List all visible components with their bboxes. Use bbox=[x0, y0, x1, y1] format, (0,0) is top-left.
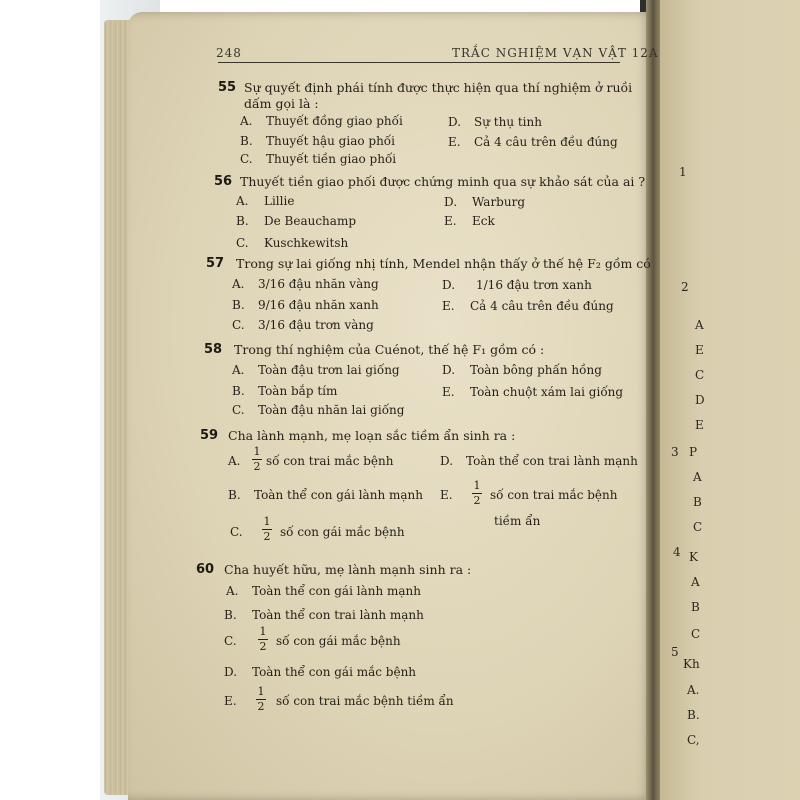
option-text: số con gái mắc bệnh bbox=[276, 634, 401, 648]
option-letter: B. bbox=[228, 488, 241, 502]
running-header: TRẮC NGHIỆM VẠN VẬT 12A bbox=[452, 46, 659, 60]
book-gutter bbox=[646, 0, 660, 800]
option-text: Cả 4 câu trên đều đúng bbox=[470, 299, 614, 313]
fraction-numerator: 1 bbox=[259, 625, 267, 638]
right-page-fragment: D bbox=[695, 393, 705, 407]
fraction-one-half bbox=[258, 626, 268, 653]
fraction-denominator: 2 bbox=[473, 494, 481, 507]
fraction-numerator: 1 bbox=[253, 445, 261, 458]
option-letter: E. bbox=[224, 694, 237, 708]
option-letter: B. bbox=[232, 298, 245, 312]
option-text: 1/16 đậu trơn xanh bbox=[476, 278, 592, 292]
option-text: Toàn thể con trai lành mạnh bbox=[252, 608, 424, 622]
option-text: Thuyết đồng giao phối bbox=[266, 114, 403, 128]
option-letter: A. bbox=[226, 584, 239, 598]
question-text: Trong sự lai giống nhị tính, Mendel nhận thấy ở thế hệ F₂ gồm có bbox=[236, 256, 651, 271]
fraction-one-half bbox=[472, 480, 482, 507]
fraction-numerator: 1 bbox=[263, 515, 271, 528]
option-text: Warburg bbox=[472, 195, 526, 209]
option-letter: D. bbox=[224, 665, 238, 679]
option-letter: D. bbox=[442, 278, 456, 292]
question-text: Cha lành mạnh, mẹ loạn sắc tiềm ẩn sinh ra : bbox=[228, 428, 516, 443]
fraction-denominator: 2 bbox=[263, 530, 271, 543]
option-letter: A. bbox=[232, 363, 245, 377]
right-page-fragment: 4 bbox=[673, 545, 681, 559]
right-page-fragment: 3 bbox=[671, 445, 679, 459]
page-number: 248 bbox=[216, 46, 242, 60]
option-text: số con trai mắc bệnh bbox=[266, 454, 394, 468]
option-text: Toàn bông phấn hồng bbox=[470, 363, 602, 377]
option-letter: D. bbox=[442, 363, 456, 377]
right-page-fragment: P bbox=[689, 445, 698, 459]
option-text: Lillie bbox=[264, 194, 295, 208]
option-text: Toàn chuột xám lai giống bbox=[470, 385, 624, 399]
option-text: số con trai mắc bệnh bbox=[490, 488, 618, 502]
option-text: Thuyết tiền giao phối bbox=[266, 152, 397, 166]
right-page-fragment: B bbox=[693, 495, 702, 509]
option-text: 9/16 đậu nhăn xanh bbox=[258, 298, 379, 312]
option-letter: E. bbox=[442, 385, 455, 399]
option-letter: D. bbox=[440, 454, 454, 468]
option-text: Kuschkewitsh bbox=[264, 236, 349, 250]
right-page-fragment: B. bbox=[687, 708, 700, 722]
option-letter: C. bbox=[230, 525, 243, 539]
option-letter: B. bbox=[224, 608, 237, 622]
option-text: Toàn đậu trơn lai giống bbox=[258, 363, 400, 377]
option-letter: C. bbox=[232, 403, 245, 417]
fraction-one-half bbox=[262, 516, 272, 543]
fraction-denominator: 2 bbox=[259, 640, 267, 653]
question-text: Thuyết tiền giao phối được chứng minh qua sự khảo sát của ai ? bbox=[240, 174, 646, 189]
option-letter: E. bbox=[444, 214, 457, 228]
right-page bbox=[655, 0, 800, 800]
fraction-denominator: 2 bbox=[257, 700, 265, 713]
option-letter: D. bbox=[444, 195, 458, 209]
right-page-fragment: C bbox=[691, 627, 701, 641]
option-letter: A. bbox=[228, 454, 241, 468]
option-text: 3/16 đậu trơn vàng bbox=[258, 318, 374, 332]
question-number: 60 bbox=[196, 562, 215, 577]
option-text: Toàn thể con gái lành mạnh bbox=[252, 584, 421, 598]
option-letter: B. bbox=[232, 384, 245, 398]
option-text: Toàn thể con trai lành mạnh bbox=[466, 454, 638, 468]
fraction-one-half bbox=[256, 686, 266, 713]
option-letter: E. bbox=[442, 299, 455, 313]
question-number: 57 bbox=[206, 256, 225, 271]
right-page-fragment: A bbox=[695, 318, 704, 332]
option-letter: E. bbox=[440, 488, 453, 502]
right-page-fragment: C, bbox=[687, 733, 700, 747]
option-letter: A. bbox=[232, 277, 245, 291]
question-text-continued: dấm gọi là : bbox=[244, 96, 319, 111]
option-text: số con gái mắc bệnh bbox=[280, 525, 405, 539]
right-page-fragment: 2 bbox=[681, 280, 689, 294]
option-text: Cả 4 câu trên đều đúng bbox=[474, 135, 618, 149]
right-page-fragment: 1 bbox=[679, 165, 687, 179]
background-desk bbox=[0, 0, 100, 800]
question-number: 56 bbox=[214, 174, 233, 189]
option-text: Toàn đậu nhăn lai giống bbox=[258, 403, 405, 417]
option-text: Thuyết hậu giao phối bbox=[266, 134, 395, 148]
question-number: 55 bbox=[218, 80, 237, 95]
option-letter: D. bbox=[448, 115, 462, 129]
option-letter: C. bbox=[224, 634, 237, 648]
fraction-numerator: 1 bbox=[257, 685, 265, 698]
fraction-one-half bbox=[252, 446, 262, 473]
option-text: De Beauchamp bbox=[264, 214, 357, 228]
option-letter: B. bbox=[240, 134, 253, 148]
fraction-denominator: 2 bbox=[253, 460, 261, 473]
option-text: 3/16 đậu nhăn vàng bbox=[258, 277, 379, 291]
option-letter: C. bbox=[232, 318, 245, 332]
option-text: Toàn thể con gái lành mạnh bbox=[254, 488, 423, 502]
option-text: số con trai mắc bệnh tiềm ẩn bbox=[276, 694, 454, 708]
option-text: Toàn bắp tím bbox=[258, 384, 338, 398]
option-letter: C. bbox=[240, 152, 253, 166]
right-page-fragment: E bbox=[695, 343, 704, 357]
right-page-fragment: C bbox=[693, 520, 703, 534]
right-page-fragment: A bbox=[693, 470, 702, 484]
right-page-fragment: Kh bbox=[683, 657, 700, 671]
option-text: Toàn thể con gái mắc bệnh bbox=[252, 665, 417, 679]
right-page-fragment: E bbox=[695, 418, 704, 432]
option-letter: A. bbox=[236, 194, 249, 208]
right-page-fragment: K bbox=[689, 550, 698, 564]
fraction-numerator: 1 bbox=[473, 479, 481, 492]
header-rule bbox=[218, 62, 620, 63]
right-page-fragment: A. bbox=[687, 683, 700, 697]
right-page-fragment: C bbox=[695, 368, 705, 382]
option-text-continued: tiềm ẩn bbox=[494, 514, 541, 528]
option-text: Eck bbox=[472, 214, 495, 228]
question-text: Trong thí nghiệm của Cuénot, thế hệ F₁ gồm có : bbox=[234, 342, 545, 357]
option-letter: B. bbox=[236, 214, 249, 228]
question-text: Cha huyết hữu, mẹ lành mạnh sinh ra : bbox=[224, 562, 472, 577]
option-text: Sự thụ tinh bbox=[474, 115, 542, 129]
option-letter: E. bbox=[448, 135, 461, 149]
question-number: 58 bbox=[204, 342, 223, 357]
right-page-fragment: A bbox=[691, 575, 700, 589]
question-text: Sự quyết định phái tính được thực hiện qua thí nghiệm ở ruồi bbox=[244, 80, 633, 95]
right-page-fragment: B bbox=[691, 600, 700, 614]
option-letter: C. bbox=[236, 236, 249, 250]
option-letter: A. bbox=[240, 114, 253, 128]
question-number: 59 bbox=[200, 428, 219, 443]
right-page-fragment: 5 bbox=[671, 645, 679, 659]
